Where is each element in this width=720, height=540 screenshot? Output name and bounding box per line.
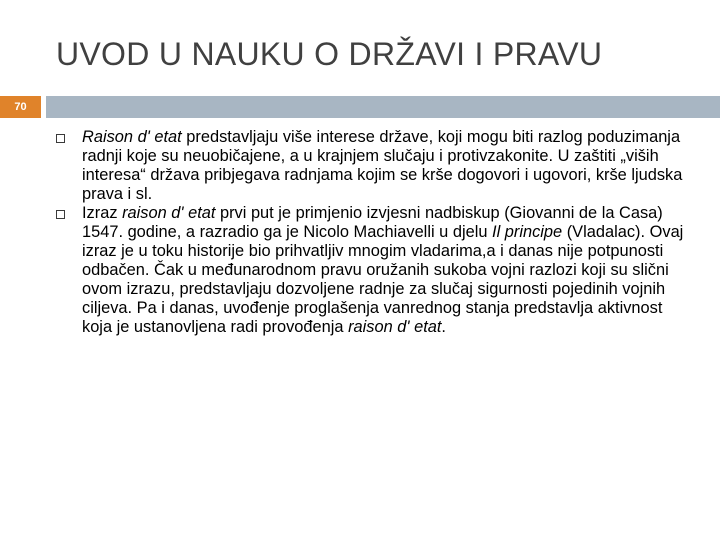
square-bullet-icon [56, 210, 65, 219]
page-number-badge: 70 [0, 96, 41, 118]
bullet-text-segment: predstavljaju više interese države, koji mogu biti razlog poduzimanja radnji koje su neuobičajene, a u krajnjem slučaju i protivzakonite. U zaštiti „viših interesa“ država pribjegava radnjama kojim se krše dogovori i ugovori, krše ljudska prava i sl. [82, 128, 683, 203]
bullet-text-segment-italic: Raison d' etat [82, 128, 182, 146]
bullet-item [56, 204, 688, 337]
header-rule [46, 96, 720, 118]
slide-body [56, 128, 688, 337]
bullet-text-segment-italic: raison d' etat [348, 318, 442, 336]
square-bullet-icon [56, 134, 65, 143]
bullet-item [56, 128, 688, 204]
bullet-text-segment: (Vladalac). Ovaj izraz je u toku historije bio prihvatljiv mnogim vladarima,a i danas nije potpunosti odbačen. Čak u međunarodnom pravu oružanih sukoba vojni razlozi koji su slični ovom izrazu, predstavljaju dozvoljene radnje za slučaj sigurnosti pojedinih vojnih ciljeva. Pa i danas, uvođenje proglašenja vanrednog stanja predstavlja aktivnost koja je ustanovljena radi provođenja [82, 223, 684, 336]
bullet-text [82, 204, 688, 337]
bullet-text-segment: Izraz [82, 204, 123, 222]
bullet-text-segment: prvi put je primjenio izvjesni nadbiskup (Giovanni de la Casa) 1547. godine, a razradio ga je Nicolo Machiavelli u djelu [82, 204, 663, 241]
bullet-text-segment: . [441, 318, 446, 336]
slide-title: UVOD U NAUKU O DRŽAVI I PRAVU [56, 36, 603, 72]
bullet-text [82, 128, 688, 204]
bullet-text-segment-italic: Il principe [492, 223, 563, 241]
bullet-text-segment-italic: raison d' etat [122, 204, 216, 222]
